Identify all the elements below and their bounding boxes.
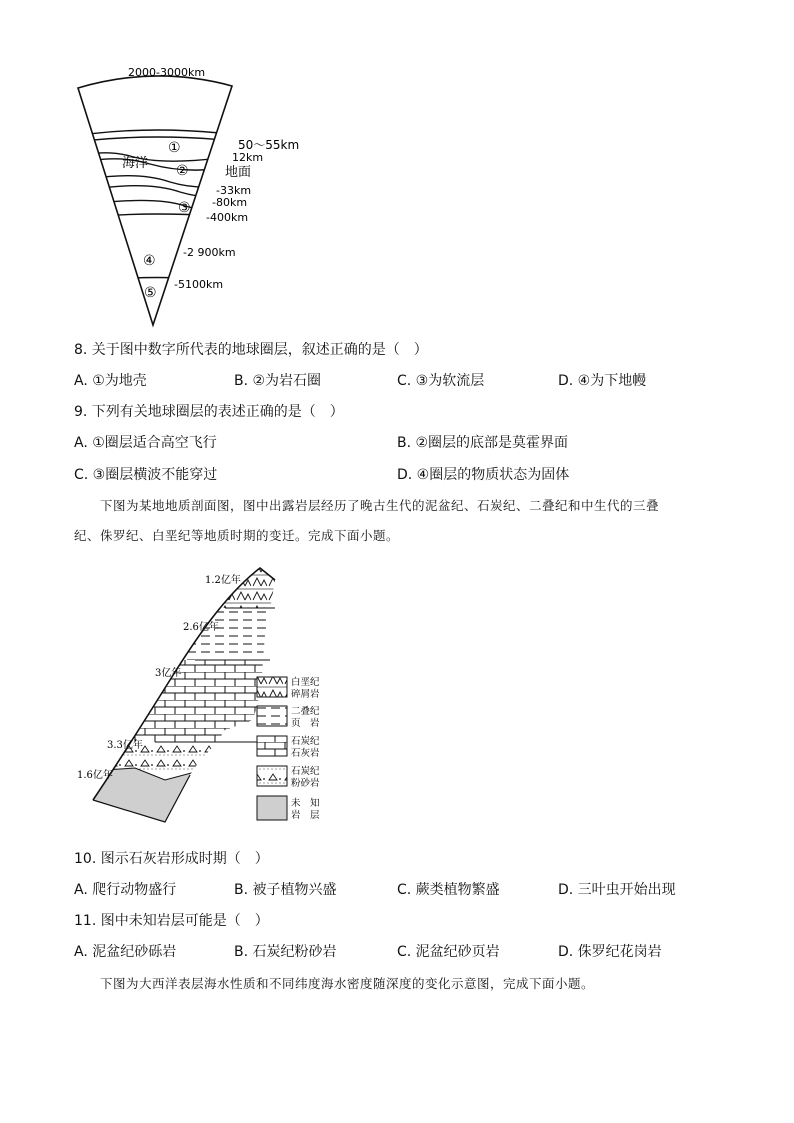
question-8-stem: 8. 关于图中数字所代表的地球圈层，叙述正确的是（ ） xyxy=(74,342,428,358)
q11-option-b[interactable]: B. 石炭纪粉砂岩 xyxy=(234,944,337,960)
layer-boundary xyxy=(60,152,260,161)
legend-label: 未 知 xyxy=(291,798,320,809)
q10-option-d[interactable]: D. 三叶虫开始出现 xyxy=(558,882,676,898)
depth-label: 50～55km xyxy=(238,138,300,152)
q8-option-a[interactable]: A. ①为地壳 xyxy=(74,373,147,389)
intro-paragraph-line2: 纪、侏罗纪、白垩纪等地质时期的变迁。完成下面小题。 xyxy=(74,528,400,543)
legend-label: 石炭纪 xyxy=(291,736,320,747)
intro-paragraph-line1: 下图为某地地质剖面图，图中出露岩层经历了晚古生代的泥盆纪、石炭纪、二叠纪和中生代的三叠 xyxy=(100,498,660,513)
depth-label: -5100km xyxy=(174,278,224,291)
layer-marker-4: ④ xyxy=(143,253,156,269)
q11-option-c[interactable]: C. 泥盆纪砂页岩 xyxy=(397,944,500,960)
layer-boundary xyxy=(60,137,260,144)
earth-layers-figure xyxy=(60,60,320,330)
intro-paragraph-3: 下图为大西洋表层海水性质和不同纬度海水密度随深度的变化示意图，完成下面小题。 xyxy=(100,976,595,991)
depth-label: -400km xyxy=(206,211,249,224)
age-label: 3.3亿年 xyxy=(107,740,143,751)
q10-option-c[interactable]: C. 蕨类植物繁盛 xyxy=(397,882,500,898)
q10-option-b[interactable]: B. 被子植物兴盛 xyxy=(234,882,337,898)
q8-option-d[interactable]: D. ④为下地幔 xyxy=(558,373,647,389)
q11-option-a[interactable]: A. 泥盆纪砂砾岩 xyxy=(74,944,177,960)
layer-boundary xyxy=(60,278,260,286)
q11-option-d[interactable]: D. 侏罗纪花岗岩 xyxy=(558,944,662,960)
q9-option-c[interactable]: C. ③圈层横波不能穿过 xyxy=(74,467,218,483)
layer-marker-5: ⑤ xyxy=(144,285,157,301)
layer-marker-3: ③ xyxy=(178,200,191,216)
depth-label: 12km xyxy=(232,151,264,164)
question-9-stem: 9. 下列有关地球圈层的表述正确的是（ ） xyxy=(74,404,344,420)
q8-option-b[interactable]: B. ②为岩石圈 xyxy=(234,373,322,389)
legend-label: 岩 层 xyxy=(291,810,320,821)
q8-option-c[interactable]: C. ③为软流层 xyxy=(397,373,485,389)
ocean-label: 海洋 xyxy=(122,156,149,171)
legend-label: 白垩纪 xyxy=(291,677,320,688)
question-11-stem: 11. 图中未知岩层可能是（ ） xyxy=(74,913,269,929)
age-label: 2.6亿年 xyxy=(183,622,219,633)
depth-label: -80km xyxy=(212,196,248,209)
legend-label: 石灰岩 xyxy=(291,748,320,759)
legend-label: 二叠纪 xyxy=(291,706,320,717)
layer-marker-1: ① xyxy=(168,140,181,156)
legend-label: 碎屑岩 xyxy=(291,689,320,700)
geologic-section-figure xyxy=(75,560,345,830)
age-label: 1.6亿年 xyxy=(77,770,113,781)
q9-option-a[interactable]: A. ①圈层适合高空飞行 xyxy=(74,435,217,451)
top-width-label: 2000-3000km xyxy=(128,66,206,79)
legend-label: 石炭纪 xyxy=(291,766,320,777)
q9-option-d[interactable]: D. ④圈层的物质状态为固体 xyxy=(397,467,570,483)
legend-label: 粉砂岩 xyxy=(291,778,320,789)
age-label: 3亿年 xyxy=(155,668,182,679)
depth-label: -33km xyxy=(216,184,252,197)
legend-label: 页 岩 xyxy=(291,718,320,729)
depth-label: -2 900km xyxy=(183,246,236,259)
legend xyxy=(257,676,320,821)
question-10-stem: 10. 图示石灰岩形成时期（ ） xyxy=(74,851,269,867)
age-label: 1.2亿年 xyxy=(205,575,241,586)
q10-option-a[interactable]: A. 爬行动物盛行 xyxy=(74,882,177,898)
land-label: 地面 xyxy=(225,165,252,180)
q9-option-b[interactable]: B. ②圈层的底部是莫霍界面 xyxy=(397,435,569,451)
layer-marker-2: ② xyxy=(176,163,189,179)
